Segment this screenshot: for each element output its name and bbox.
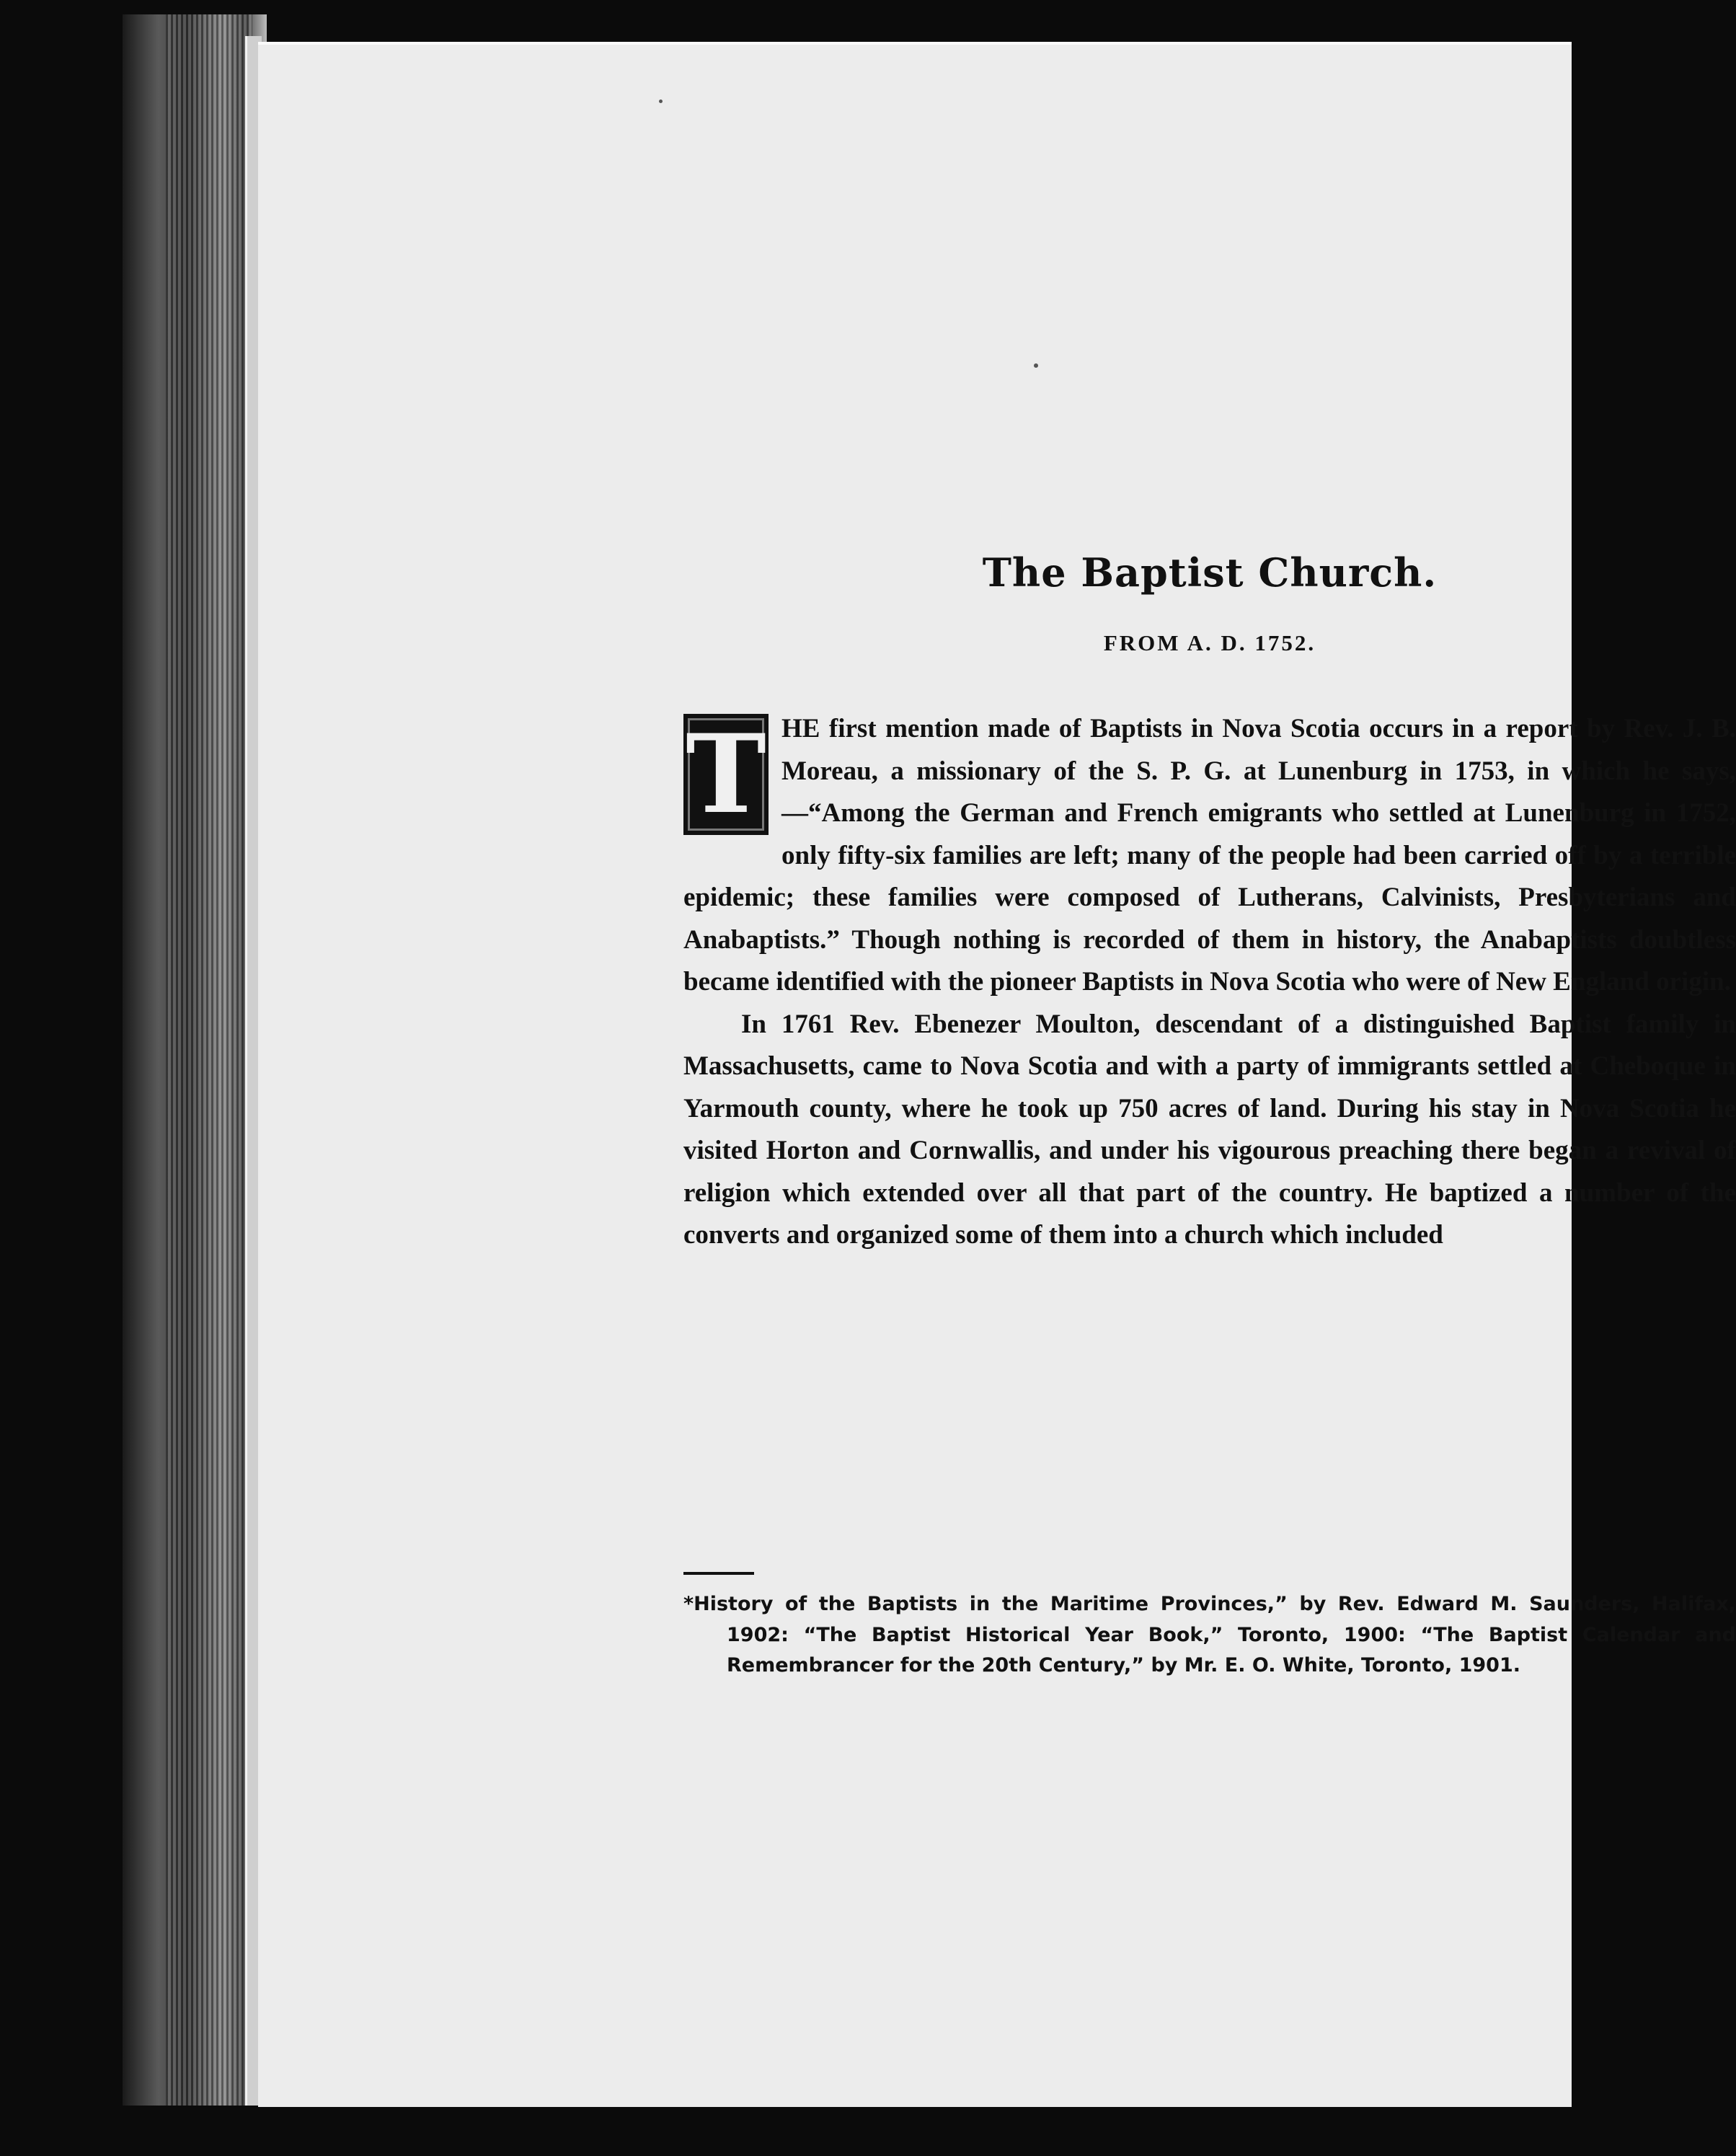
chapter-subtitle: FROM A. D. 1752. [1103, 630, 1316, 655]
scan-speck [659, 100, 663, 103]
book-page [258, 42, 1736, 2107]
footnote-divider [683, 1572, 754, 1575]
drop-cap-letter: T [683, 714, 769, 835]
paragraph-first [683, 708, 1736, 1004]
page-stack-edges [166, 14, 252, 2106]
chapter-title: The Baptist Church. [982, 549, 1438, 596]
footnote: *History of the Baptists in the Maritime Provinces,” by Rev. Edward M. Saunders, Halifax, 1902: “The Baptist Historical Year Book,” Toronto, 1900: “The Baptist Calendar and Remembrancer for the 20th Century,” by Mr. E. O. White, Toronto, 1901. [683, 1593, 1736, 1676]
paragraph-second: In 1761 Rev. Ebenezer Moulton, descendant of a distinguished Baptist family in Massachusetts, came to Nova Scotia and with a party of immigrants settled at Cheboque in Yarmouth county, where he took up 750 acres of land. During his stay in Nova Scotia he visited Horton and Cornwallis, and under his vigourous preaching there began a revival of religion which extended over all that part of the country. He baptized a number of the converts and organized some of them into a church which included [683, 1009, 1736, 1250]
scan-speck [1034, 363, 1038, 368]
paragraph-first-text: HE first mention made of Baptists in Nova Scotia occurs in a report by Rev. J. B. Moreau, a missionary of the S. P. G. at Lunenburg in 1753, in which he says,—“Among the German and French emigrants who settled at Lunenburg in 1752, only fifty-six families are left; many of the people had been carried off by a terrible epidemic; these families were composed of Lutherans, Calvinists, Presbyterians and Anabaptists.” Though nothing is recorded of them in history, the Anabaptists doubtless became identified with the pioneer Baptists in Nova Scotia who were of New England origin. [683, 714, 1736, 997]
body-text [683, 708, 1736, 1257]
